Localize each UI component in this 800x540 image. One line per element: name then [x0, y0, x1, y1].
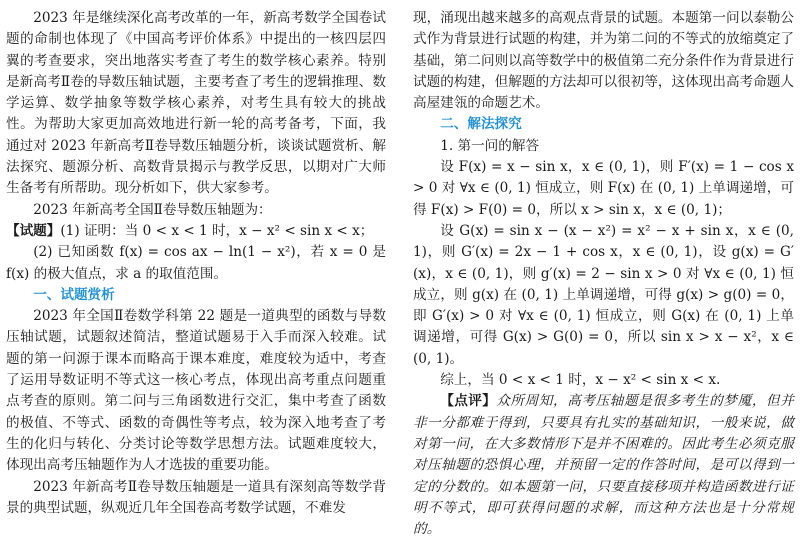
right-column	[413, 8, 795, 538]
continuation-paragraph: 现，涌现出越来越多的高观点背景的试题。本题第一问以泰勒公式作为背景进行试题的构建，并为第二问的不等式的放缩奠定了基础，第二问则以高等数学中的极值第二充分条件作为背景进行试题的构建，但解题的方法却可以很初等，这体现出高考命题人高屋建瓴的命题艺术。	[413, 10, 794, 112]
analysis-paragraph-2: 2023 年新高考Ⅱ卷导数压轴题是一道具有深刻高等数学背景的典型试题，纵观近几年全国卷高考数学试题，不难发	[6, 478, 386, 516]
proof-paragraph-1: 设 F(x) = x − sin x，x ∈ (0, 1)，则 F′(x) = 1 − cos x > 0 对 ∀x ∈ (0, 1) 恒成立，则 F(x) 在 (0, 1) 上单调递增，可得 F(x) > F(0) = 0，所以 x > sin x，x ∈ (0, 1)；	[413, 159, 794, 218]
analysis-paragraph-1: 2023 年全国Ⅱ卷数学科第 22 题是一道典型的函数与导数压轴试题，试题叙述简洁，整道试题易于入手而深入较难。试题的第一问源于课本而略高于课本难度，难度较为适中，考查了运用导数证明不等式这一核心考点，体现出高考重点问题重点考查的原则。第二问与三角函数进行交汇，集中考查了函数的极值、不等式、函数的奇偶性等考点，较为深入地考查了考生的化归与转化、分类讨论等数学思想方法。试题难度较大，体现出高考压轴题作为人才选拔的重要功能。	[6, 308, 386, 474]
problem-part1-text: (1) 证明：当 0 < x < 1 时，x − x² < sin x < x；	[60, 222, 374, 239]
comment-tag: 【点评】	[440, 393, 497, 410]
left-column	[6, 8, 386, 531]
problem-part2: (2) 已知函数 f(x) = cos ax − ln(1 − x²)，若 x = 0 是 f(x) 的极大值点，求 a 的取值范围。	[6, 244, 386, 282]
intro-paragraph: 2023 年是继续深化高考改革的一年，新高考数学全国卷试题的命制也体现了《中国高考评价体系》中提出的一核四层四翼的考查要求，突出地落实考查了考生的数学核心素养。特别是新高考Ⅱ卷的导数压轴试题，主要考查了考生的逻辑推理、数学运算、数学抽象等数学核心素养，对考生具有较大的挑战性。为帮助大家更加高效地进行新一轮的高考备考，下面，我通过对 2023 年新高考Ⅱ卷导数压轴题分析，谈谈试题赏析、解法探究、题源分析、高数背景揭示与教学反思，以期对广大师生备考有所帮助。现分析如下，供大家参考。	[6, 10, 386, 197]
section1-heading: 一、试题赏析	[33, 286, 115, 303]
problem-intro: 2023 年新高考全国Ⅱ卷导数压轴题为：	[33, 201, 272, 218]
section2-heading: 二、解法探究	[440, 116, 522, 133]
proof-paragraph-2: 设 G(x) = sin x − (x − x²) = x² − x + sin x，x ∈ (0, 1)，则 G′(x) = 2x − 1 + cos x，x ∈ (0, 1)，设 g(x) = G′(x)，x ∈ (0, 1)，则 g′(x) = 2 − sin x > 0 对 ∀x ∈ (0, 1) 恒成立，则 g(x) 在 (0, 1) 上单调递增，可得 g(x) > g(0) = 0，即 G′(x) > 0 对 ∀x ∈ (0, 1) 恒成立，则 G(x) 在 (0, 1) 上单调递增，可得 G(x) > G(0) = 0，所以 sin x > x − x²，x ∈ (0, 1)。	[413, 222, 794, 367]
problem-part1	[6, 221, 386, 242]
conclusion-paragraph: 综上，当 0 < x < 1 时，x − x² < sin x < x.	[440, 372, 721, 389]
problem-tag: 【试题】	[6, 222, 61, 239]
comment-paragraph	[413, 391, 794, 540]
part1-title: 1. 第一问的解答	[440, 137, 540, 154]
comment-text: 众所周知，高考压轴题是很多考生的梦魇，但并非一分都难于得到，只要具有扎实的基础知识，一般来说，做对第一问，在大多数情形下是并不困难的。因此考生必须克服对压轴题的恐惧心理，并预留一定的作答时间，是可以得到一定的分数的。如本题第一问，只要直接移项并构造函数进行证明不等式，即可获得问题的求解，而这种方法也是十分常规的。	[413, 393, 795, 538]
